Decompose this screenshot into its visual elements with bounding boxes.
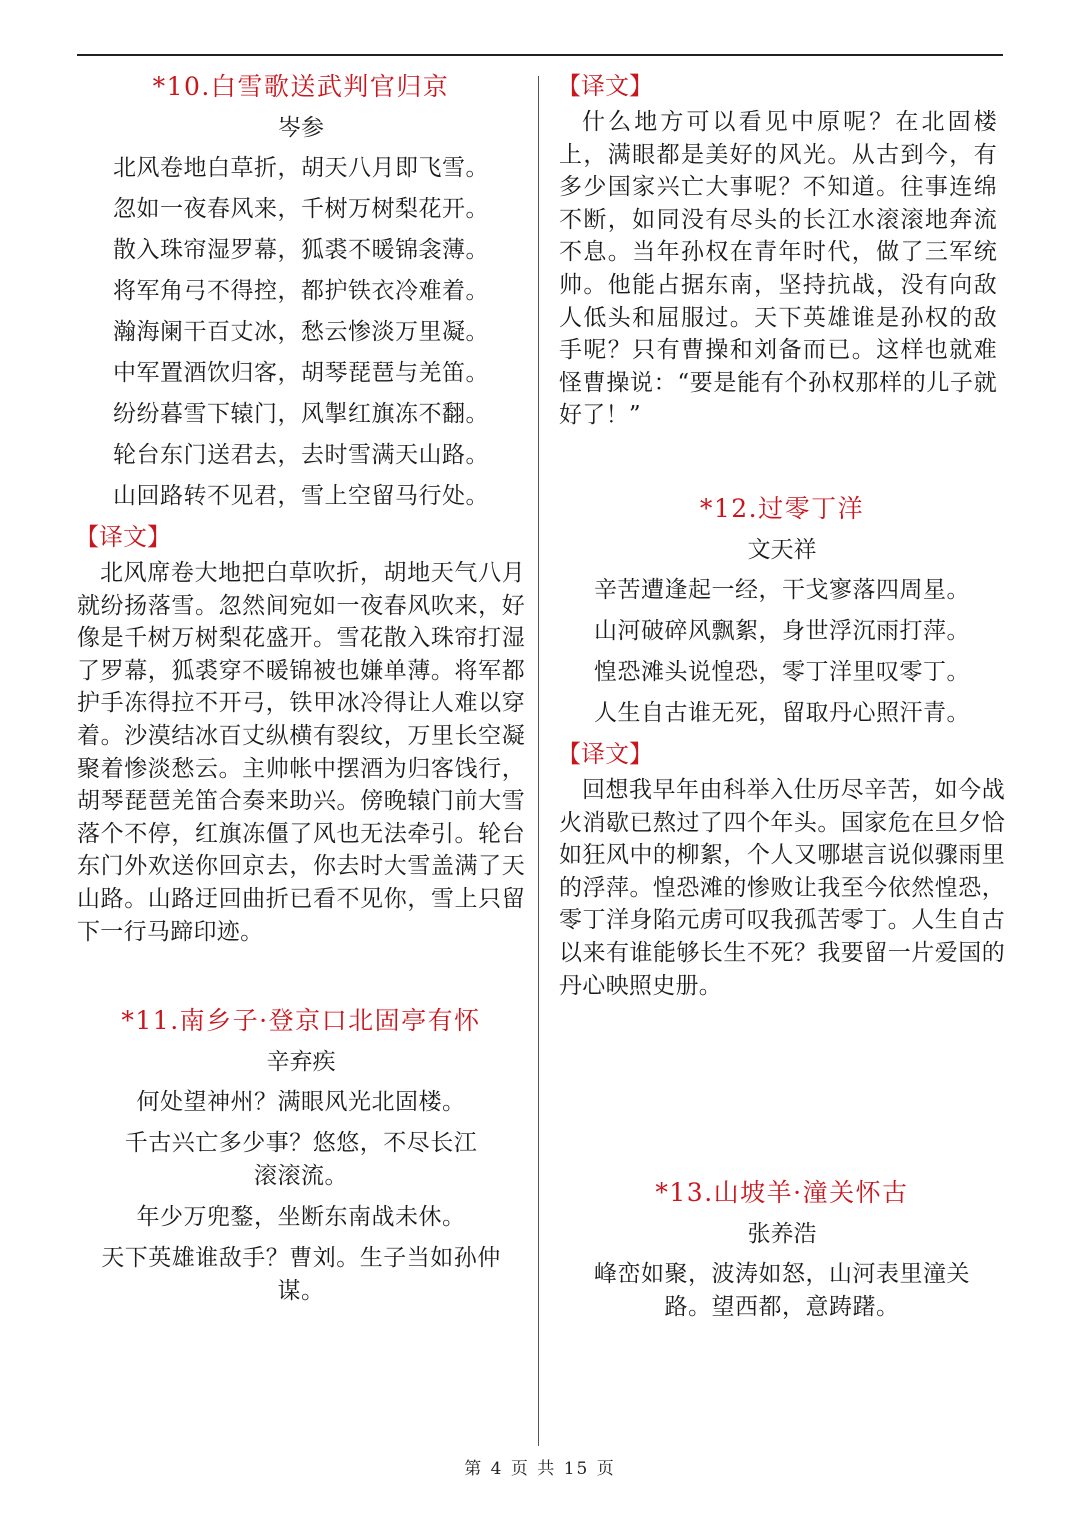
translation-heading: 【译文】 [75, 523, 171, 551]
translation-heading: 【译文】 [557, 72, 653, 100]
translation-text: 北风席卷大地把白草吹折，胡地天气八月就纷扬落雪。忽然间宛如一夜春风吹来，好像是千树万树梨花盛开。雪花散入珠帘打湿了罗幕，狐裘穿不暖锦被也嫌单薄。将军都护手冻得拉不开弓，铁甲冰冷得让人难以穿着。沙漠结冰百丈纵横有裂纹，万里长空凝聚着惨淡愁云。主帅帐中摆酒为归客饯行，胡琴琵琶羌笛合奏来助兴。傍晚辕门前大雪落个不停，红旗冻僵了风也无法牵引。轮台东门外欢送你回京去，你去时大雪盖满了天山路。山路迂回曲折已看不见你，雪上只留下一行马蹄印迹。 [77, 560, 525, 945]
poem-line: 峰峦如聚，波涛如怒，山河表里潼关路。望西都，意踌躇。 [594, 1261, 970, 1321]
poem-line: 何处望神州？满眼风光北固楼。 [136, 1089, 466, 1116]
poem-line: 忽如一夜春风来，千树万树梨花开。 [113, 196, 489, 222]
top-rule [77, 54, 1003, 56]
poem-author: 岑参 [278, 115, 324, 141]
column-divider [538, 76, 539, 1446]
poem-line: 千古兴亡多少事？悠悠，不尽长江滚滚流。 [124, 1130, 478, 1190]
poem-title: *13.山坡羊·潼关怀古 [655, 1178, 909, 1208]
poem-line: 中军置酒饮归客，胡琴琵琶与羌笛。 [113, 360, 489, 386]
translation-heading: 【译文】 [557, 739, 653, 768]
translation-text: 什么地方可以看见中原呢？在北固楼上，满眼都是美好的风光。从古到今，有多少国家兴亡大事呢？不知道。往事连绵不断，如同没有尽头的长江水滚滚地奔流不息。当年孙权在青年时代，做了三军统帅。他能占据东南，坚持抗战，没有向敌人低头和屈服过。天下英雄谁是孙权的敌手呢？只有曹操和刘备而已。这样也就难怪曹操说：“要是能有个孙权那样的儿子就好了！” [559, 109, 997, 429]
poem-title: *11.南乡子·登京口北固亭有怀 [121, 1006, 481, 1036]
poem-line: 纷纷暮雪下辕门，风掣红旗冻不翻。 [113, 401, 489, 427]
poem-line: 辛苦遭逢起一经，干戈寥落四周星。 [594, 576, 970, 603]
poem-line: 将军角弓不得控，都护铁衣冷难着。 [113, 278, 489, 304]
translation-text: 回想我早年由科举入仕历尽辛苦，如今战火消歇已熬过了四个年头。国家危在旦夕恰如狂风中的柳絮，个人又哪堪言说似骤雨里的浮萍。惶恐滩的惨败让我至今依然惶恐，零丁洋身陷元虏可叹我孤苦零丁。人生自古以来有谁能够长生不死？我要留一片爱国的丹心映照史册。 [559, 776, 1005, 999]
spacer [77, 948, 525, 1000]
poem-line: 年少万兜鍪，坐断东南战未休。 [136, 1204, 466, 1231]
poem-title: *12.过零丁洋 [699, 493, 865, 523]
poem-line: 山回路转不见君，雪上空留马行处。 [113, 483, 489, 509]
poem-author: 辛弃疾 [266, 1049, 336, 1076]
right-column [559, 66, 1005, 1332]
poem-line: 轮台东门送君去，去时雪满天山路。 [113, 442, 489, 468]
poem-line: 山河破碎风飘絮，身世浮沉雨打萍。 [594, 617, 970, 644]
poem-title: *10.白雪歌送武判官归京 [152, 72, 450, 101]
poem-line: 瀚海阑干百丈冰，愁云惨淡万里凝。 [113, 319, 489, 345]
spacer [559, 432, 1005, 488]
spacer [559, 1002, 1005, 1172]
poem-author: 张养浩 [747, 1221, 817, 1248]
page-footer: 第 4 页 共 15 页 [464, 1459, 616, 1479]
poem-author: 文天祥 [747, 536, 817, 563]
poem-line: 散入珠帘湿罗幕，狐裘不暖锦衾薄。 [113, 237, 489, 263]
poem-line: 北风卷地白草折，胡天八月即飞雪。 [113, 155, 489, 181]
poem-line: 人生自古谁无死，留取丹心照汗青。 [594, 699, 970, 726]
poem-line: 惶恐滩头说惶恐，零丁洋里叹零丁。 [594, 658, 970, 685]
poem-line: 天下英雄谁敌手？曹刘。生子当如孙仲谋。 [101, 1245, 501, 1305]
left-column [77, 66, 525, 1316]
